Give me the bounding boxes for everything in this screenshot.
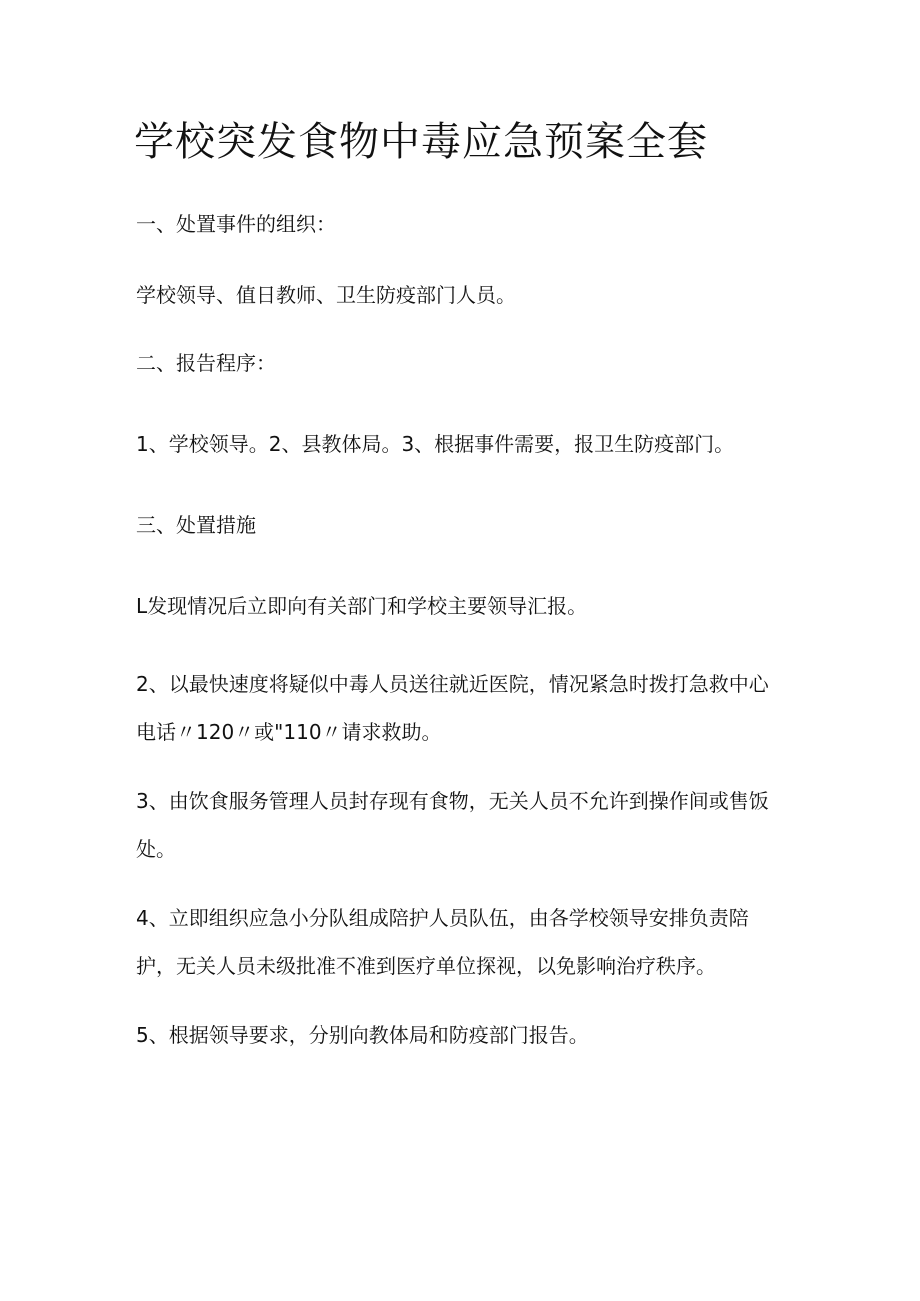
paragraph-measure-2: 2、以最快速度将疑似中毒人员送往就近医院，情况紧急时拨打急救中心电话〃120〃或"110〃请求救助。 — [136, 672, 769, 744]
section-heading-measures: 三、处置措施 — [136, 513, 256, 537]
paragraph-measure-5: 5、根据领导要求，分别向教体局和防疫部门报告。 — [136, 1023, 589, 1047]
section-heading-reporting: 二、报告程序： — [136, 351, 276, 375]
paragraph-measure-4: 4、立即组织应急小分队组成陪护人员队伍，由各学校领导安排负责陪护，无关人员未级批准不准到医疗单位探视，以免影响治疗秩序。 — [136, 906, 749, 978]
paragraph-measure-3: 3、由饮食服务管理人员封存现有食物，无关人员不允许到操作间或售饭处。 — [136, 789, 769, 861]
document-title: 学校突发食物中毒应急预案全套 — [134, 119, 708, 165]
paragraph-organization-members: 学校领导、值日教师、卫生防疫部门人员。 — [136, 283, 516, 307]
section-heading-organization: 一、处置事件的组织： — [136, 212, 336, 236]
paragraph-measure-1: L发现情况后立即向有关部门和学校主要领导汇报。 — [136, 594, 588, 618]
paragraph-reporting-steps: 1、学校领导。2、县教体局。3、根据事件需要，报卫生防疫部门。 — [136, 432, 735, 456]
